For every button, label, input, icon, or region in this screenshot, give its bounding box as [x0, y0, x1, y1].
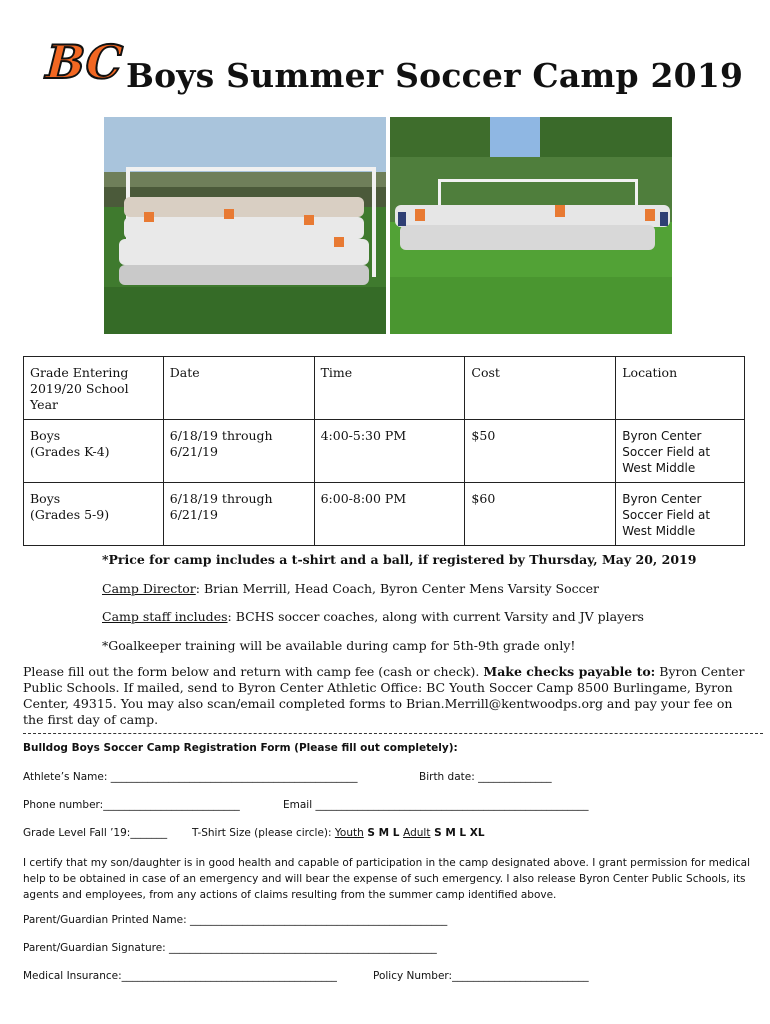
director-text: : Brian Merrill, Head Coach, Byron Center Mens Varsity Soccer — [195, 581, 599, 596]
header-time: Time — [314, 357, 465, 420]
staff-note — [102, 609, 644, 624]
email-field[interactable]: Email ____________________________________________________ — [283, 799, 589, 811]
schedule-table — [23, 356, 745, 546]
cut-line — [23, 733, 763, 734]
director-label: Camp Director — [102, 581, 196, 596]
instructions-paragraph — [23, 664, 753, 728]
instructions-part1: Please fill out the form below and return with camp fee (cash or check). — [23, 664, 484, 679]
row-location: Byron Center Soccer Field at West Middle — [616, 420, 745, 483]
team-photo-younger — [104, 117, 386, 334]
phone-field[interactable]: Phone number:__________________________ — [23, 799, 240, 811]
tshirt-size-field[interactable] — [192, 827, 485, 839]
team-photo-older — [390, 117, 672, 334]
table-row — [24, 483, 745, 546]
row-cost: $50 — [465, 420, 616, 483]
youth-sizes[interactable]: S M L — [363, 827, 404, 839]
parent-signature-field[interactable]: Parent/Guardian Signature: ___________________________________________________ — [23, 942, 437, 954]
adult-sizes[interactable]: S M L XL — [430, 827, 485, 839]
instructions-bold: Make checks payable to: — [483, 664, 656, 679]
staff-label: Camp staff includes — [102, 609, 228, 624]
row-date: 6/18/19 through 6/21/19 — [163, 483, 314, 546]
parent-name-field[interactable]: Parent/Guardian Printed Name: _________________________________________________ — [23, 914, 448, 926]
youth-label: Youth — [334, 827, 364, 839]
row-time: 4:00-5:30 PM — [314, 420, 465, 483]
form-title: Bulldog Boys Soccer Camp Registration Form (Please fill out completely): — [23, 742, 458, 754]
row-location: Byron Center Soccer Field at West Middle — [616, 483, 745, 546]
policy-number-field[interactable]: Policy Number:__________________________ — [373, 970, 589, 982]
tshirt-label: T-Shirt Size (please circle): — [192, 827, 335, 839]
birth-date-field[interactable]: Birth date: ______________ — [419, 771, 552, 783]
logo-text: BC — [39, 35, 129, 90]
price-note: *Price for camp includes a t-shirt and a ball, if registered by Thursday, May 20, 2019 — [102, 552, 697, 567]
row-time: 6:00-8:00 PM — [314, 483, 465, 546]
header-location: Location — [616, 357, 745, 420]
bc-logo — [39, 30, 129, 90]
header-grade: Grade Entering 2019/20 School Year — [24, 357, 164, 420]
row-group: Boys (Grades 5-9) — [24, 483, 164, 546]
row-group: Boys (Grades K-4) — [24, 420, 164, 483]
instructions-part2: Byron Center Public Schools. If mailed, send to Byron Center Athletic Office: BC Youth Soccer Camp 8500 Burlingame, Byron Center, 49315. You may also scan/email completed forms to Brian.Merrill@kentwoodps.org and pay your fee on the first day of camp. — [23, 664, 745, 727]
row-cost: $60 — [465, 483, 616, 546]
director-note — [102, 581, 599, 596]
table-row — [24, 420, 745, 483]
row-date: 6/18/19 through 6/21/19 — [163, 420, 314, 483]
header-date: Date — [163, 357, 314, 420]
medical-insurance-field[interactable]: Medical Insurance:_________________________________________ — [23, 970, 337, 982]
goalkeeper-note: *Goalkeeper training will be available during camp for 5th-9th grade only! — [102, 638, 576, 653]
page-title: Boys Summer Soccer Camp 2019 — [126, 56, 744, 95]
grade-level-field[interactable]: Grade Level Fall ’19:_______ — [23, 827, 168, 839]
adult-label: Adult — [403, 827, 431, 839]
table-header-row — [24, 357, 745, 420]
staff-text: : BCHS soccer coaches, along with current Varsity and JV players — [227, 609, 644, 624]
header-cost: Cost — [465, 357, 616, 420]
certification-text: I certify that my son/daughter is in good health and capable of participation in the camp designated above. I grant permission for medical help to be obtained in case of an emergency and will bear the expense of such emergency. I also release Byron Center Public Schools, its agents and employees, from any actions of claims resulting from the summer camp identified above. — [23, 857, 751, 901]
athlete-name-field[interactable]: Athlete’s Name: _______________________________________________ — [23, 771, 358, 783]
